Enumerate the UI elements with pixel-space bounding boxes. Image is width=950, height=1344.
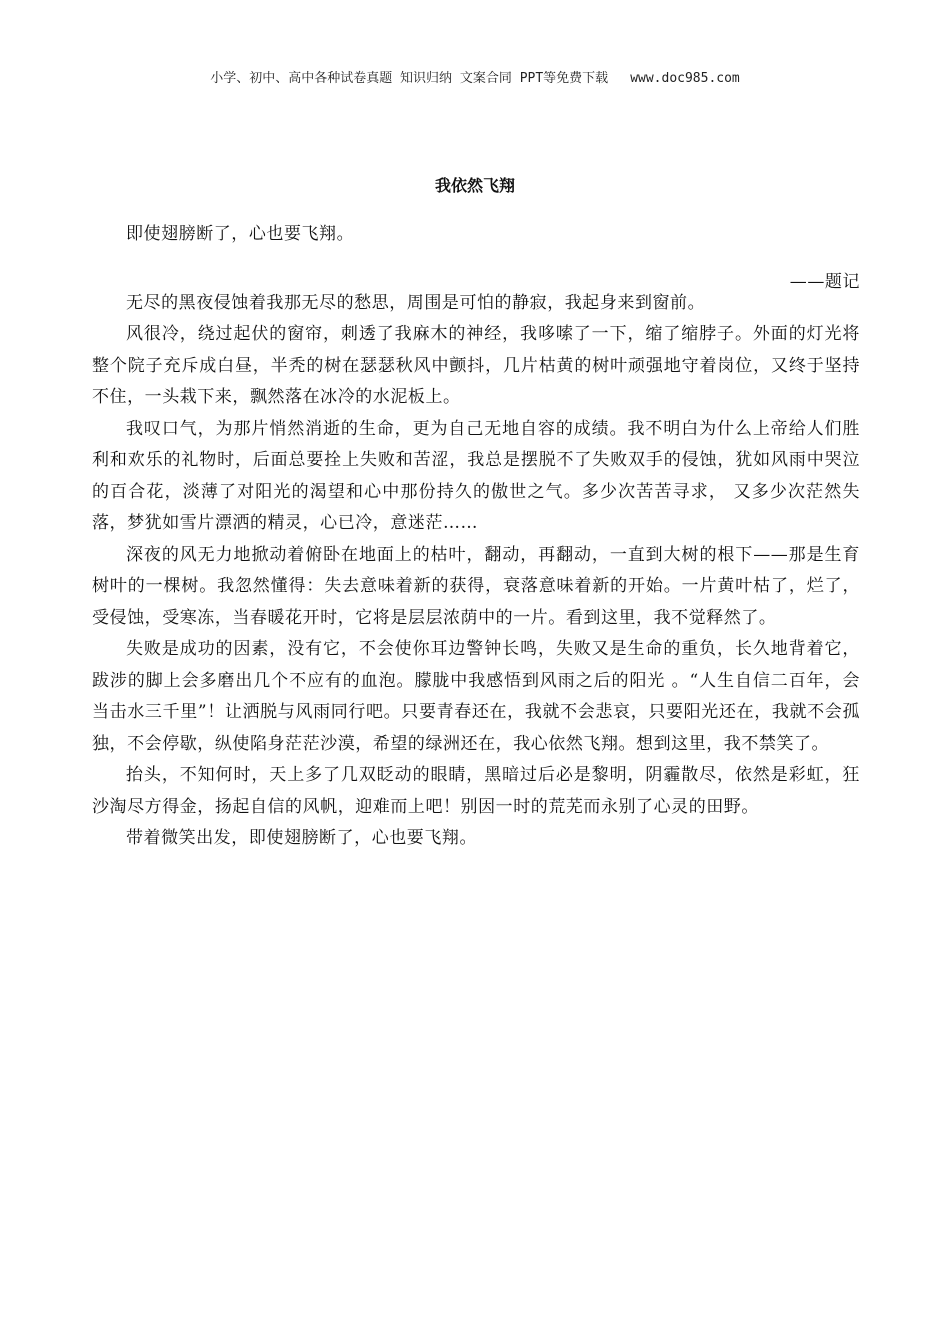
epigraph-attribution: ——题记	[789, 271, 860, 292]
page-header	[0, 69, 950, 89]
paragraph: 带着微笑出发，即使翅膀断了，心也要飞翔。	[126, 828, 477, 848]
article-body	[92, 219, 860, 855]
header-text: 小学、初中、高中各种试卷真题 知识归纳 文案合同 PPT等免费下载	[210, 71, 609, 86]
paragraph: 失败是成功的因素，没有它，不会使你耳边警钟长鸣，失败又是生命的重负，长久地背着它，跋涉的脚上会多磨出几个不应有的血泡。朦胧中我感悟到风雨之后的阳光 。“人生自信二百年，会当击水三千里”！让洒脱与风雨同行吧。只要青春还在，我就不会悲哀，只要阳光还在，我就不会孤独，不会停歇，纵使陷身茫茫沙漠，希望的绿洲还在，我心依然飞翔。想到这里，我不禁笑了。	[92, 639, 860, 754]
paragraph: 我叹口气，为那片悄然消逝的生命，更为自己无地自容的成绩。我不明白为什么上帝给人们胜利和欢乐的礼物时，后面总要拴上失败和苦涩，我总是摆脱不了失败双手的侵蚀，犹如风雨中哭泣的百合花，淡薄了对阳光的渴望和心中那份持久的傲世之气。多少次苦苦寻求， 又多少次茫然失落，梦犹如雪片漂洒的精灵，心已冷，意迷茫……	[92, 418, 860, 533]
header-site-url: www.doc985.com	[630, 71, 740, 86]
paragraph: 抬头，不知何时，天上多了几双眨动的眼睛，黑暗过后必是黎明，阴霾散尽，依然是彩虹，狂沙淘尽方得金，扬起自信的风帆，迎难而上吧！别因一时的荒芜而永别了心灵的田野。	[92, 765, 860, 817]
paragraph: 无尽的黑夜侵蚀着我那无尽的愁思，周围是可怕的静寂，我起身来到窗前。	[126, 292, 706, 313]
article-title: 我依然飞翔	[434, 176, 515, 195]
epigraph: 即使翅膀断了，心也要飞翔。	[126, 224, 355, 244]
paragraph: 深夜的风无力地掀动着俯卧在地面上的枯叶，翻动，再翻动，一直到大树的根下——那是生育树叶的一棵树。我忽然懂得：失去意味着新的获得，衰落意味着新的开始。一片黄叶枯了，烂了，受侵蚀，受寒冻，当春暖花开时，它将是层层浓荫中的一片。看到这里，我不觉释然了。	[92, 544, 860, 628]
paragraph: 风很冷，绕过起伏的窗帘，刺透了我麻木的神经，我哆嗦了一下，缩了缩脖子。外面的灯光将整个院子充斥成白昼，半秃的树在瑟瑟秋风中颤抖，几片枯黄的树叶顽强地守着岗位，又终于坚持不住，一头栽下来，飘然落在冰冷的水泥板上。	[92, 324, 860, 407]
